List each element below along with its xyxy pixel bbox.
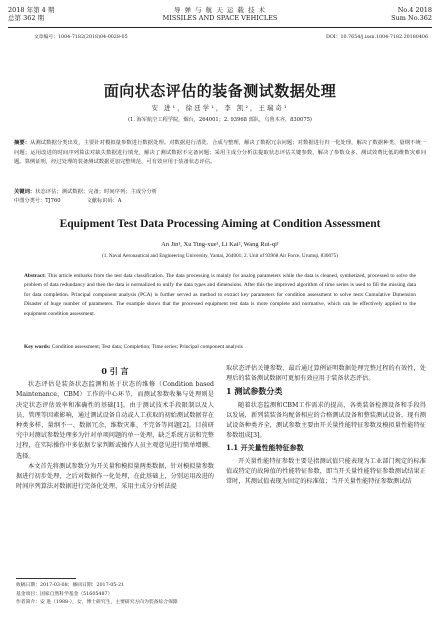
fund-info: 基金项目：国家自然科学基金（51605487） [16,591,113,597]
paragraph: 状态评估是装备状态监测和基于状态的维修（Condition based Maintenance，CBM）工作的中心环节，而测试参数收集与处理则是决定状态评估效率和准确性的基础[1]。由于测试技术手段限制以及人员、管理等因素影响，通过测试设备自动或人工获取的初始测试数据存在种类多样、量纲不一、数据冗余、维数灾难、不完备等问题[2]。目前研究中对测试参数处理多为针对单项问题的单一处理，缺乏系统方法和完整过程，在实际操作中多依据专家判断或操作人员主观意见进行简单增删、选择。 [16,381,214,460]
section-0-heading: 0 引 言 [101,366,129,376]
body-column-right [226,364,426,487]
classification-meta [14,197,426,204]
affiliation-cn: (1. 海军航空工程学院，烟台，264001；2. 93968 部队，乌鲁木齐，830075) [128,117,312,123]
keywords-en-text: Condition assessment; Test data; Completion; Time series; Principal component analysis [51,344,243,350]
abstract-en-label: Abstract: [24,273,46,279]
keywords-en-label: Key words: [24,344,51,350]
article-info [34,33,428,40]
issue-en: No.4 2018 [397,6,432,14]
article-number: 文章编号：1004-7182(2018)04-0028-05 [34,35,128,40]
sum-cn: 总第 362 期 [8,14,45,22]
footnote-divider [16,578,76,579]
section-1-1-heading: 1.1 开关量性能特征参数 [226,443,304,453]
keywords-cn-label: 关键词： [14,189,36,195]
authors-cn: 安 进¹，徐廷学¹，李 凯²，王瑞奇¹ [151,104,289,112]
keywords-cn [14,187,426,195]
journal-name-en: MISSILES AND SPACE VEHICLES [162,14,278,22]
paragraph: 开关量性能特征参数主要是指测试值只能表现为工业部门规定的标准值或特定的故障值的性能特征参数，即当开关量性能特征参数测试结果正常时，其测试值表现为固定的标准值；当开关量性能特征参数测试结 [226,457,426,486]
footnotes [16,582,216,608]
clc-number: 中图分类号：TJ760 [14,198,61,204]
document-code: 文献标识码：A [86,198,122,204]
issue-cn: 2018 年第 4 期 [8,6,55,14]
abstract-en [24,272,416,319]
doi: DOI：10.7654/j.issn.1004-7182.20180406 [326,35,428,40]
title-en: Equipment Test Data Processing Aiming at Condition Assessment [59,218,381,230]
sum-en: Sum No.362 [391,14,432,22]
paragraph: 取状态评估关键参数，最后通过算例证明数据处理完整过程的有效性，处理后的装备测试数据可更加有效应用于装备状态评估。 [226,365,426,383]
journal-name-cn: 导 弹 与 航 天 运 载 技 术 [173,6,267,14]
header-center [8,6,432,22]
header-divider [8,27,432,28]
authors-en: An Jin¹, Xu Ting-xue¹, Li Kai², Wang Rui-qi¹ [161,241,279,248]
abstract-cn-text: 从测试数据分类出发，主要针对模拟量参数进行数据处理。对数据进行清洗、合成与整理，解决了数据冗余问题；对数据进行归一化处理，解决了数据种类、量纲不统一问题；运用改进的时间序列算法对缺失数据进行填充，解决了测试数据不完备问题；采用主成分分析法提取状态评估关键参数，解决了参数众多、测试效费比低的维数灾难问题。算例证明，经过处理的装备测试数据更加完整规范，可有效应用于装备状态评估。 [14,140,426,165]
keywords-cn-text: 状态评估；测试数据；完备；时间序列；主成分分析 [35,189,158,195]
body-column-left [16,364,214,492]
abstract-cn-label: 摘要： [14,140,31,146]
title-cn: 面向状态评估的装备测试数据处理 [103,82,337,100]
author-bio: 作者简介：安 进（1988-），女，博士研究生，主要研究方向为装备综合保障 [16,600,178,605]
abstract-cn [14,139,426,168]
paragraph: 本文首先将测试参数分为开关量和模拟量两类数据，针对模拟量参数据进行初步处理，之后对数据作一化处理，在此基础上，分别运用改进的时间序列算法对数据进行完备化处理、采用主成分分析法提 [16,462,214,491]
paragraph: 随着状态监测和CBM工作需求的提高，各类装备检测设备和手段得以发展，新列装装备均配备相应的合格测试设备和整装测试设备，现有测试设备种类齐全，测试参数主要由开关量性能特征参数及模拟量性能特征参数组成[3]。 [226,401,426,440]
received-date: 收稿日期：2017-03-08；修回日期：2017-05-21 [16,583,125,588]
keywords-en [24,344,416,350]
section-1-heading: 1 测试参数分类 [226,386,283,397]
header-right [391,6,432,22]
affiliation-en: (1. Naval Aeronautical and Engineering University, Yantai, 264001; 2. Unit of 93968 Air Force, Urumqi, 830075) [102,253,338,259]
running-header [8,6,432,28]
abstract-en-text: This article embarks from the test data classification. The data processing is mainly for analog parameters while the data is cleaned, synthetized, processed to solve the problem of data redundancy and then the data is normalized to unify the data types and dimensions. After this the improved algorithm of time series is used to fill the missing data for data completion. Principal component analysis (PCA) is further served as method to extract key parameters for condition assessment to solve tests Cumulative Dimension Disaster of huge number of parameters. The example shows that the processed equipment test data is more complete and normative, which can be effectively applied to the equipment condition assessment. [24,273,416,317]
